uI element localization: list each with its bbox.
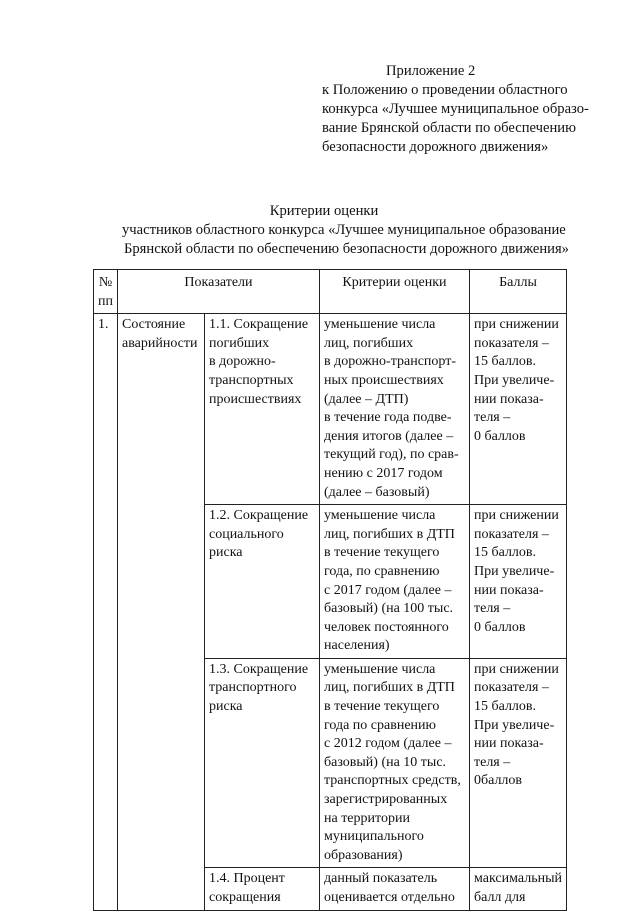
- title-line: Брянской области по обеспечению безопасности дорожного движения»: [124, 241, 569, 257]
- table-header-row: [94, 270, 567, 314]
- appendix-block: [322, 62, 622, 157]
- title-line: Критерии оценки: [269, 203, 379, 219]
- table-row: [94, 314, 567, 505]
- header-num: № пп: [94, 270, 118, 314]
- criteria-cell: уменьшение числа лиц, погибших в ДТП в течение текущего года по сравнению с 2012 годом (далее – базовый) (на 10 тыс. транспортных средств, зарегистрированных на территории муниципального образования): [319, 658, 469, 868]
- criteria-cell: уменьшение числа лиц, погибших в ДТП в течение текущего года, по сравнению с 2017 годом (далее – базовый) (на 100 тыс. человек постоянного населения): [319, 505, 469, 659]
- points-cell: при снижении показателя – 15 баллов. При увеличе- нии показа- теля – 0 баллов: [469, 505, 566, 659]
- header-points: Баллы: [469, 270, 566, 314]
- appendix-line: к Положению о проведении областного: [322, 82, 568, 98]
- header-criteria: Критерии оценки: [319, 270, 469, 314]
- criteria-cell: уменьшение числа лиц, погибших в дорожно-транспорт- ных происшествиях (далее – ДТП) в течение года подве- дения итогов (далее – текущий год), по срав- нению с 2017 годом (далее – базовый): [319, 314, 469, 505]
- appendix-line: безопасности дорожного движения»: [322, 139, 549, 155]
- indicator-cell: 1.2. Сокращение социального риска: [204, 505, 319, 659]
- criteria-cell: данный показатель оценивается отдельно: [319, 868, 469, 910]
- points-cell: при снижении показателя – 15 баллов. При увеличе- нии показа- теля – 0 баллов: [469, 314, 566, 505]
- document-title: [0, 202, 640, 259]
- criteria-table: [93, 269, 567, 911]
- appendix-line: вание Брянской области по обеспечению: [322, 120, 577, 136]
- points-cell: максимальный балл для: [469, 868, 566, 910]
- header-indicators: Показатели: [117, 270, 319, 314]
- indicator-cell: 1.4. Процент сокращения: [204, 868, 319, 910]
- title-line: участников областного конкурса «Лучшее муниципальное образование: [122, 222, 566, 238]
- section-num: 1.: [94, 314, 118, 910]
- indicator-cell: 1.1. Сокращение погибших в дорожно- транспортных происшествиях: [204, 314, 319, 505]
- appendix-line: конкурса «Лучшее муниципальное образо-: [322, 101, 589, 117]
- section-subject: Состояние аварийности: [117, 314, 204, 910]
- points-cell: при снижении показателя – 15 баллов. При увеличе- нии показа- теля – 0баллов: [469, 658, 566, 868]
- appendix-heading: Приложение 2: [386, 63, 476, 79]
- indicator-cell: 1.3. Сокращение транспортного риска: [204, 658, 319, 868]
